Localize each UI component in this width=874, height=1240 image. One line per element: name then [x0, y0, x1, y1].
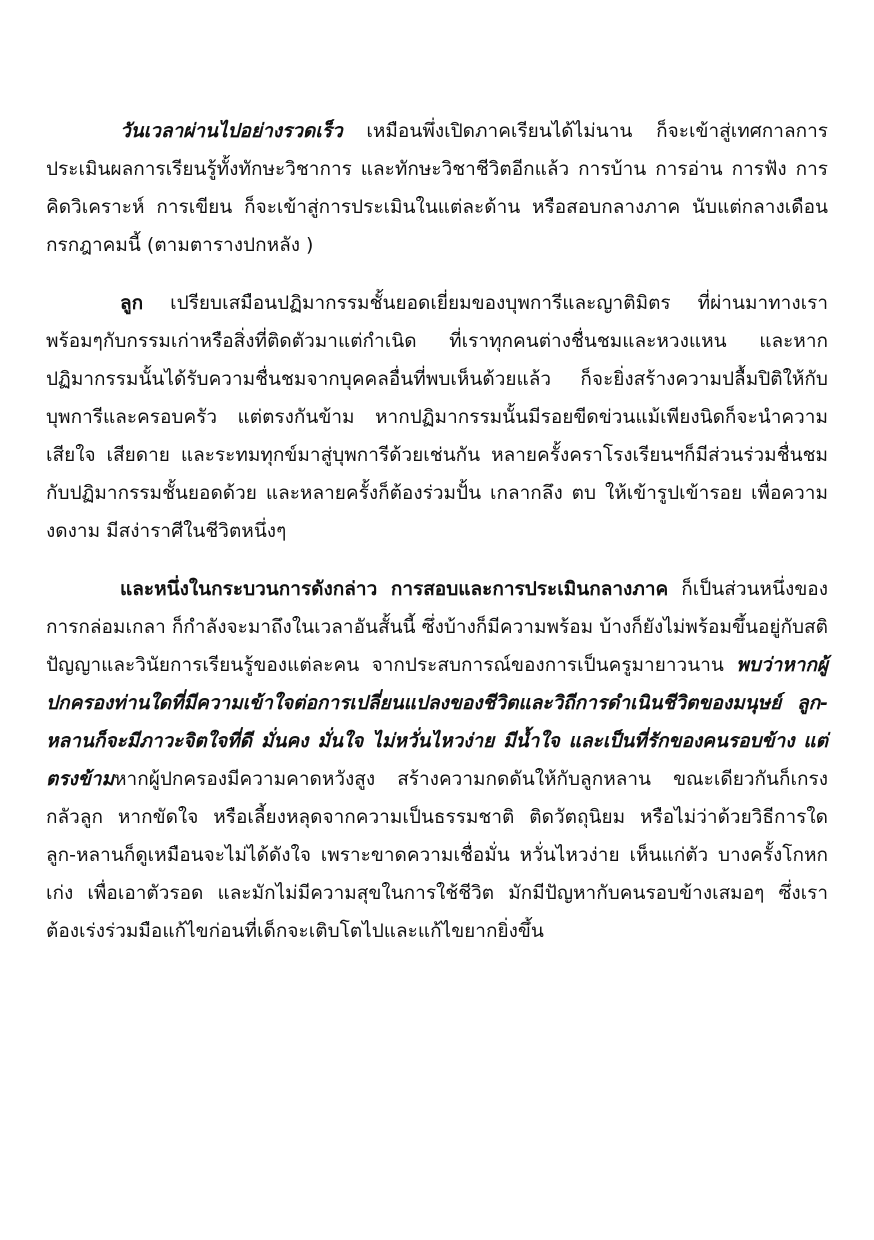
child-text: เปรียบเสมือนปฏิมากรรมชั้นยอดเยี่ยมของบุพการีและญาติมิตร ที่ผ่านมาทางเราพร้อมๆกับกรรมเก่าหรือสิ่งที่ติดตัวมาแต่กำเนิด ที่เราทุกคนต่างชื่นชมและหวงแหน และหากปฏิมากรรมนั้นได้รับความชื่นชมจากบุคคลอื่นที่พบเห็นด้วยแล้ว ก็จะยิ่งสร้างความปลื้มปิติให้กับบุพการีและครอบครัว แต่ตรงกันข้าม หากปฏิมากรรมนั้นมีรอยขีดข่วนแม้เพียงนิดก็จะนำความเสียใจ เสียดาย และระทมทุกข์มาสู่บุพการีด้วยเช่นกัน หลายครั้งคราโรงเรียนฯก็มีส่วนร่วมชื่นชมกับปฏิมากรรมชั้นยอดด้วย และหลายครั้งก็ต้องร่วมปั้น เกลากลึง ตบ ให้เข้ารูปเข้ารอย เพื่อความงดงาม มีสง่าราศีในชีวิตหนึ่งๆ — [46, 292, 828, 542]
paragraph-intro — [46, 112, 828, 264]
paragraph-child-sculpture — [46, 284, 828, 550]
intro-text: เหมือนพึ่งเปิดภาคเรียนได้ไม่นาน ก็จะเข้าสู่เทศกาลการประเมินผลการเรียนรู้ทั้งทักษะวิชาการ และทักษะวิชาชีวิตอีกแล้ว การบ้าน การอ่าน การฟัง การคิดวิเคราะห์ การเขียน ก็จะเข้าสู่การประเมินในแต่ละด้าน หรือสอบกลางภาค นับแต่กลางเดือนกรกฎาคมนี้ (ตามตารางปกหลัง ) — [46, 120, 828, 256]
midterm-text-end: หากผู้ปกครองมีความคาดหวังสูง สร้างความกดดันให้กับลูกหลาน ขณะเดียวกันก็เกรงกลัวลูก หากขัดใจ หรือเลี้ยงหลุดจากความเป็นธรรมชาติ ติดวัตถุนิยม หรือไม่ว่าด้วยวิธีการใด ลูก-หลานก็ดูเหมือนจะไม่ได้ดังใจ เพราะขาดความเชื่อมั่น หวั่นไหวง่าย เห็นแก่ตัว บางครั้งโกหกเก่ง เพื่อเอาตัวรอด และมักไม่มีความสุขในการใช้ชีวิต มักมีปัญหากับคนรอบข้างเสมอๆ ซึ่งเราต้องเร่งร่วมมือแก้ไขก่อนที่เด็กจะเติบโตไปและแก้ไขยากยิ่งขึ้น — [46, 768, 828, 942]
child-keyword: ลูก — [120, 292, 144, 314]
document-page — [46, 112, 828, 970]
midterm-text: ก็เป็นส่วนหนึ่งของการกล่อมเกลา ก็กำลังจะมาถึงในเวลาอันสั้นนี้ ซึ่งบ้างก็มีความพร้อม บ้างก็ยังไม่พร้อมขึ้นอยู่กับสติปัญญาและวินัยการเรียนรู้ของแต่ละคน จากประสบการณ์ของการเป็นครูมายาวนาน — [46, 578, 828, 676]
midterm-heading: และหนึ่งในกระบวนการดังกล่าว การสอบและการประเมินกลางภาค — [120, 578, 669, 600]
midterm-emphasis: พบว่าหากผู้ปกครองท่านใดที่มีความเข้าใจต่อการเปลี่ยนแปลงของชีวิตและวิถีการดำเนินชีวิตของมนุษย์ ลูก-หลานก็จะมีภาวะจิตใจที่ดี มั่นคง มั่นใจ ไม่หวั่นไหวง่าย มีน้ำใจ และเป็นที่รักของคนรอบข้าง แต่ตรงข้าม — [46, 654, 828, 790]
intro-emphasis: วันเวลาผ่านไปอย่างรวดเร็ว — [120, 120, 343, 142]
paragraph-midterm — [46, 570, 828, 950]
